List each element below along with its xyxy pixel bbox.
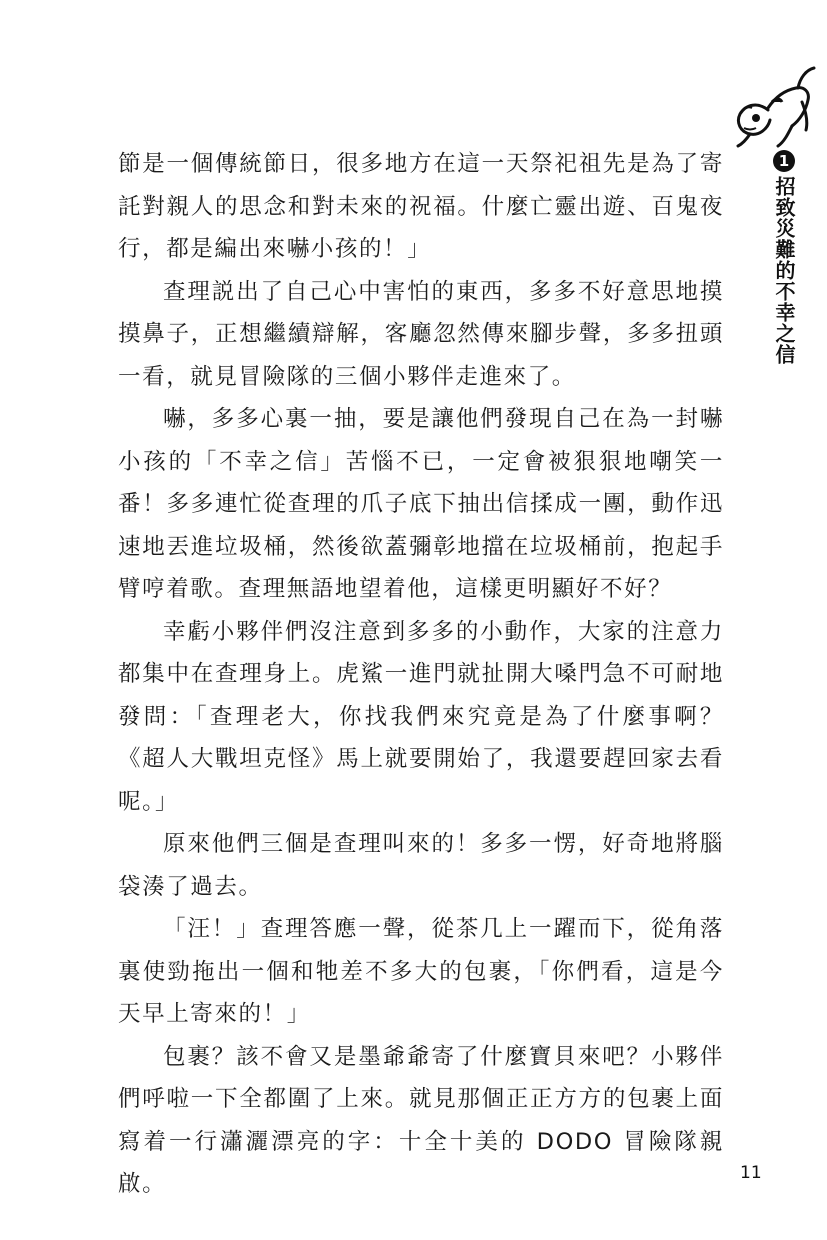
paragraph: 「汪！」查理答應一聲，從茶几上一躍而下，從角落裏使勁拖出一個和牠差不多大的包裹，「你們看，這是今天早上寄來的！」 xyxy=(118,916,724,1027)
body-text xyxy=(118,143,724,1206)
paragraph: 包裹？該不會又是墨爺爺寄了什麼寶貝來吧？小夥伴們呼啦一下全都圍了上來。就見那個正正方方的包裹上面寫着一行瀟灑漂亮的字：十全十美的 DODO 冒險隊親啟。 xyxy=(118,1043,724,1197)
chapter-number: 1 xyxy=(773,150,795,172)
page-number: 11 xyxy=(740,1163,762,1183)
chapter-marker xyxy=(762,150,806,365)
paragraph: 查理説出了自己心中害怕的東西，多多不好意思地摸摸鼻子，正想繼續辯解，客廳忽然傳來腳步聲，多多扭頭一看，就見冒險隊的三個小夥伴走進來了。 xyxy=(118,278,724,390)
chapter-title: 招致災難的不幸之信 xyxy=(772,176,796,365)
dog-mascot-icon xyxy=(728,62,818,152)
paragraph: 原來他們三個是查理叫來的！多多一愣，好奇地將腦袋湊了過去。 xyxy=(118,831,724,900)
paragraph: 幸虧小夥伴們沒注意到多多的小動作，大家的注意力都集中在查理身上。虎鯊一進門就扯開大嗓門急不可耐地發問：「查理老大，你找我們來究竟是為了什麼事啊？《超人大戰坦克怪》馬上就要開始了，我還要趕回家去看呢。」 xyxy=(118,618,724,815)
paragraph: 嚇，多多心裏一抽，要是讓他們發現自己在為一封嚇小孩的「不幸之信」苦惱不已，一定會被狠狠地嘲笑一番！多多連忙從查理的爪子底下抽出信揉成一團，動作迅速地丟進垃圾桶，然後欲蓋彌彰地擋在垃圾桶前，抱起手臂哼着歌。查理無語地望着他，這樣更明顯好不好？ xyxy=(118,406,724,602)
paragraph: 節是一個傳統節日，很多地方在這一天祭祀祖先是為了寄託對親人的思念和對未來的祝福。什麼亡靈出遊、百鬼夜行，都是編出來嚇小孩的！」 xyxy=(118,151,724,262)
